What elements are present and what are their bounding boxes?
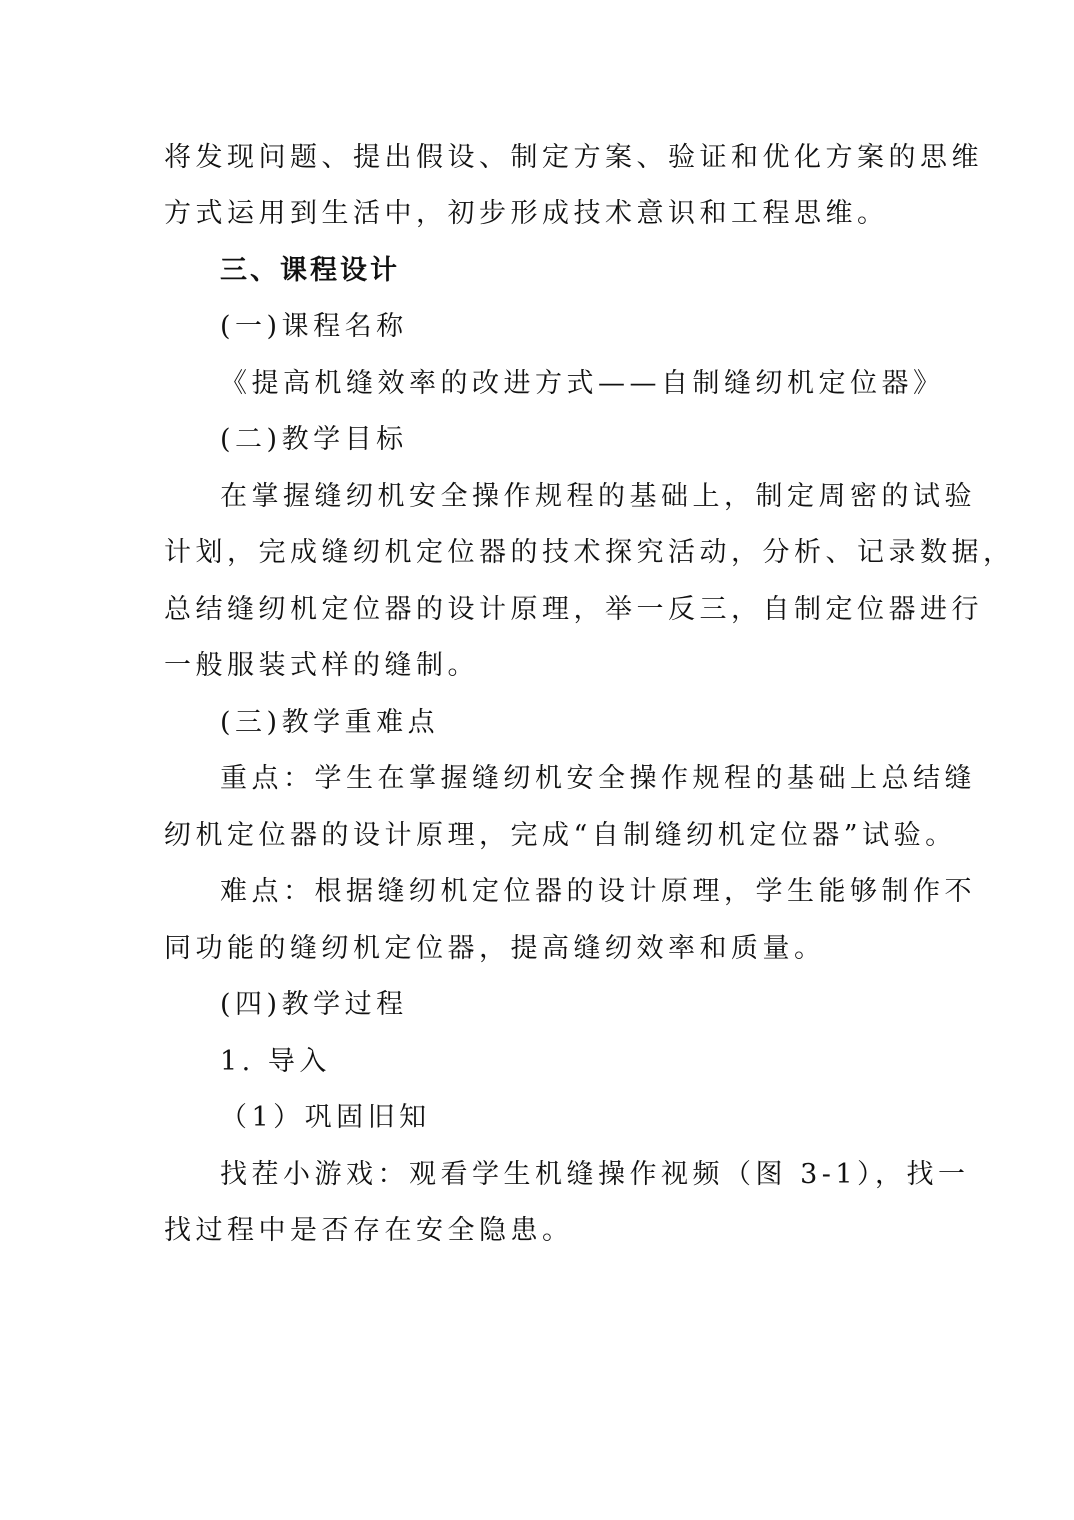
subheading-key-points: (三)教学重难点 <box>220 707 440 738</box>
subheading-course-name: (一)课程名称 <box>220 311 408 342</box>
objectives-line-1: 在掌握缝纫机安全操作规程的基础上，制定周密的试验 <box>220 481 976 512</box>
key-point-line-2: 纫机定位器的设计原理，完成“自制缝纫机定位器”试验。 <box>164 820 957 851</box>
game-line-2: 找过程中是否存在安全隐患。 <box>164 1215 574 1246</box>
game-line-1: 找茬小游戏：观看学生机缝操作视频（图 3-1），找一 <box>220 1159 970 1190</box>
paragraph-line-1: 将发现问题、提出假设、制定方案、验证和优化方案的思维 <box>164 142 983 173</box>
section-heading: 三、课程设计 <box>220 255 400 286</box>
subheading-objectives: (二)教学目标 <box>220 424 408 455</box>
objectives-line-3: 总结缝纫机定位器的设计原理，举一反三，自制定位器进行 <box>164 594 983 625</box>
course-title: 《提高机缝效率的改进方式——自制缝纫机定位器》 <box>220 368 945 399</box>
key-point-line-1: 重点：学生在掌握缝纫机安全操作规程的基础上总结缝 <box>220 763 976 794</box>
objectives-line-4: 一般服装式样的缝制。 <box>164 650 479 681</box>
difficulty-line-2: 同功能的缝纫机定位器，提高缝纫效率和质量。 <box>164 933 826 964</box>
paragraph-line-2: 方式运用到生活中，初步形成技术意识和工程思维。 <box>164 198 889 229</box>
step-introduction: 1. 导入 <box>220 1046 331 1077</box>
step-review: （1）巩固旧知 <box>220 1102 431 1133</box>
difficulty-line-1: 难点：根据缝纫机定位器的设计原理，学生能够制作不 <box>220 876 976 907</box>
objectives-line-2: 计划，完成缝纫机定位器的技术探究活动，分析、记录数据， <box>164 537 1015 568</box>
subheading-process: (四)教学过程 <box>220 989 408 1020</box>
